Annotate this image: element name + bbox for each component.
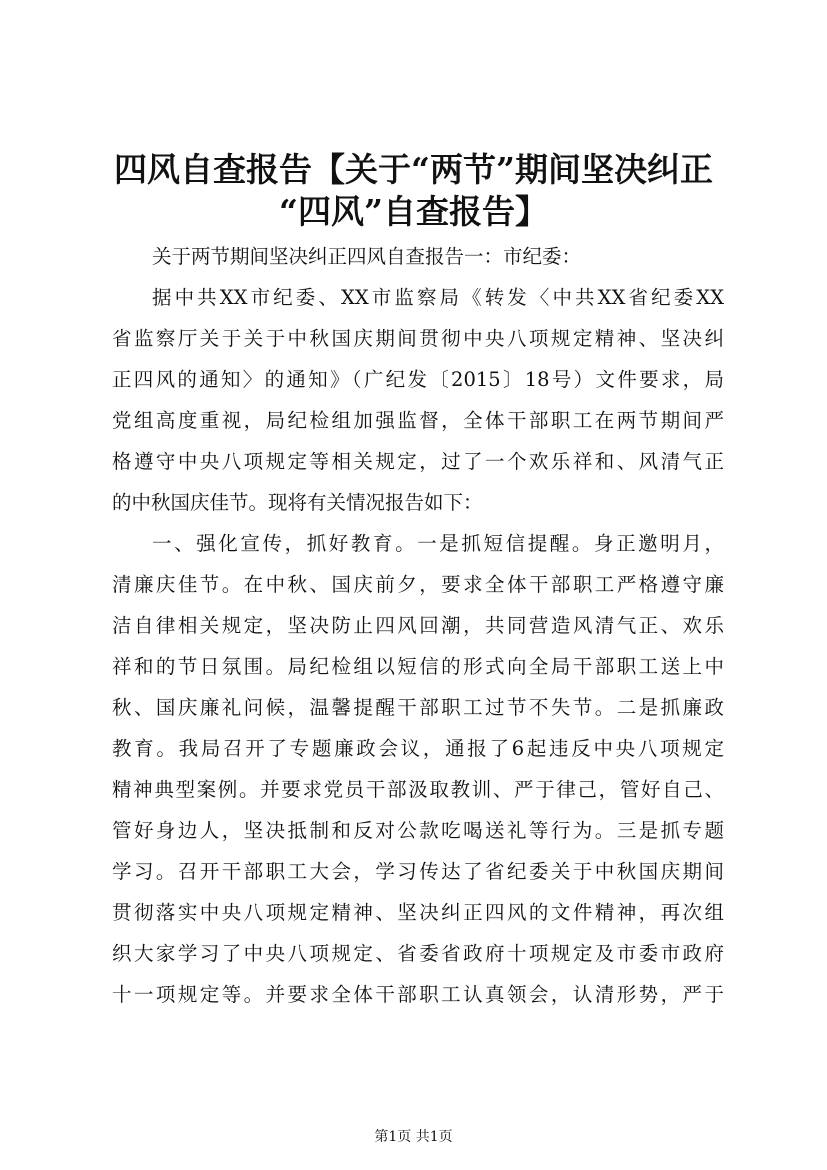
body-line: 织大家学习了中央八项规定、省委省政府十项规定及市委市政府: [112, 942, 724, 965]
body-line: 一、强化宣传，抓好教育。一是抓短信提醒。身正邀明月，: [152, 532, 724, 555]
body-line: 祥和的节日氛围。局纪检组以短信的形式向全局干部职工送上中: [112, 655, 724, 678]
body-line: 教育。我局召开了专题廉政会议，通报了6起违反中央八项规定: [112, 737, 724, 760]
body-line: 党组高度重视，局纪检组加强监督，全体干部职工在两节期间严: [112, 409, 724, 432]
document-title-line-2: “四风”自查报告】: [279, 192, 548, 231]
body-line: 贯彻落实中央八项规定精神、坚决纠正四风的文件精神，再次组: [112, 901, 724, 924]
body-line: 十一项规定等。并要求全体干部职工认真领会，认清形势，严于: [112, 983, 724, 1006]
document-title-line-1: 四风自查报告【关于“两节”期间坚决纠正: [114, 150, 713, 189]
body-line: 的中秋国庆佳节。现将有关情况报告如下：: [112, 491, 483, 514]
body-line: 据中共XX市纪委、XX市监察局《转发〈中共XX省纪委XX: [152, 286, 724, 309]
body-line: 正四风的通知〉的通知》（广纪发〔2015〕18号）文件要求，局: [112, 368, 724, 391]
body-line: 格遵守中央八项规定等相关规定，过了一个欢乐祥和、风清气正: [112, 450, 724, 473]
page-footer: 第1页 共1页: [374, 1129, 453, 1145]
body-line: 洁自律相关规定，坚决防止四风回潮，共同营造风清气正、欢乐: [112, 614, 724, 637]
document-body: [112, 236, 724, 1015]
body-line: 精神典型案例。并要求党员干部汲取教训、严于律己，管好自己、: [112, 778, 724, 801]
body-line: 关于两节期间坚决纠正四风自查报告一：市纪委：: [152, 245, 582, 268]
body-line: 秋、国庆廉礼问候，温馨提醒干部职工过节不失节。二是抓廉政: [112, 696, 724, 719]
body-line: 清廉庆佳节。在中秋、国庆前夕，要求全体干部职工严格遵守廉: [112, 573, 724, 596]
body-line: 学习。召开干部职工大会，学习传达了省纪委关于中秋国庆期间: [112, 860, 724, 883]
body-line: 管好身边人，坚决抵制和反对公款吃喝送礼等行为。三是抓专题: [112, 819, 724, 842]
body-line: 省监察厅关于关于中秋国庆期间贯彻中央八项规定精神、坚决纠: [112, 327, 724, 350]
